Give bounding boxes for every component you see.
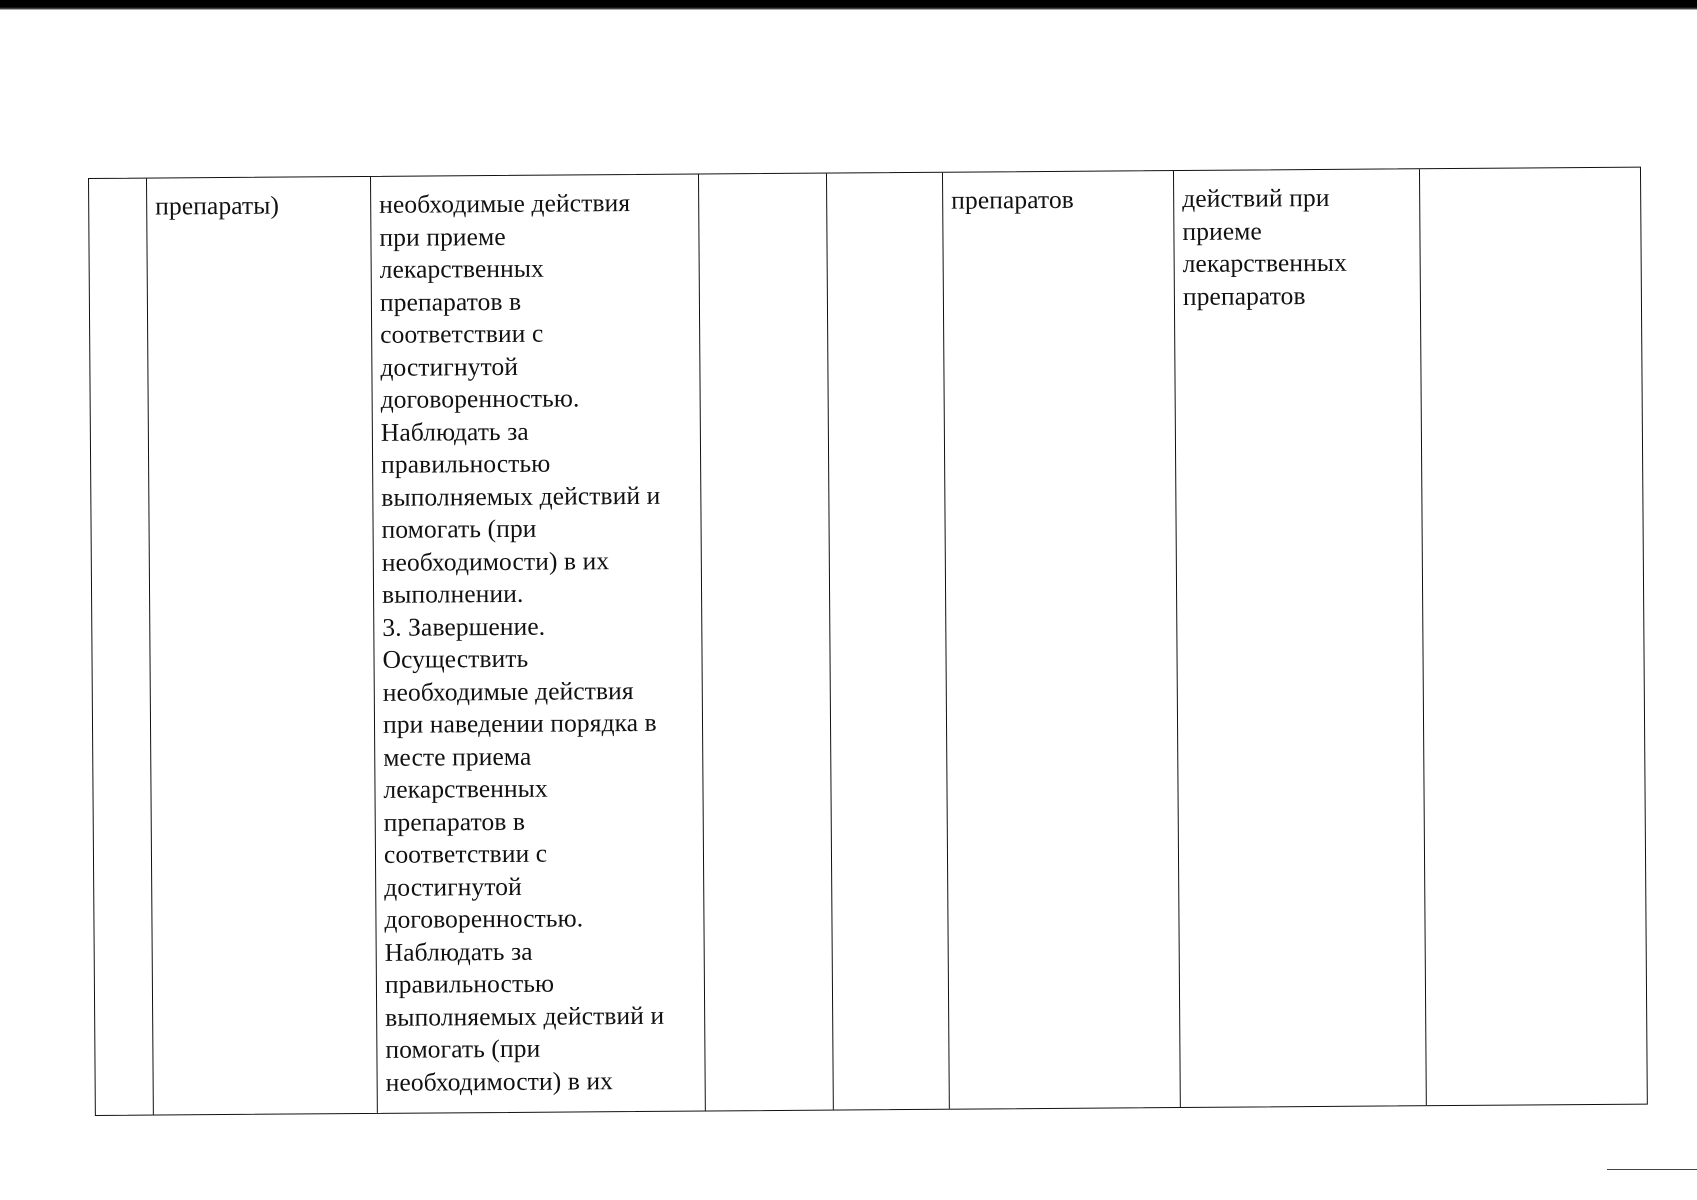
- table-cell-empty-1: [698, 174, 833, 1111]
- cell-text: [835, 185, 936, 186]
- cell-text: необходимые действия при приеме лекарственных препаратов в соответствии с достигнутой договоренностью. Наблюдать за правильностью выполняемых действий и помогать (при необходимости) в их выполнении. 3. Завершение. Осуществить необходимые действия при наведении порядка в месте приема лекарственных препаратов в соответствии с достигнутой договоренностью. Наблюдать за правильностью выполняемых действий и помогать (при необходимости) в их: [379, 188, 665, 1097]
- cell-text: [1428, 180, 1636, 182]
- table-cell-name: [146, 177, 377, 1115]
- table-cell-number: [89, 179, 153, 1115]
- table-cell-actions: [370, 175, 705, 1113]
- procedure-table: [88, 167, 1648, 1116]
- scan-bottom-mark: [1607, 1169, 1697, 1170]
- scan-top-edge: [0, 0, 1697, 10]
- cell-text: [707, 186, 820, 187]
- cell-text: действий при приеме лекарственных препаратов: [1182, 182, 1348, 311]
- table-cell-result: [1173, 169, 1426, 1107]
- cell-text: препараты): [155, 190, 280, 221]
- table-cell-empty-2: [826, 173, 949, 1110]
- table-cell-object: [942, 171, 1180, 1109]
- table-cell-empty-3: [1419, 168, 1649, 1106]
- cell-text: препаратов: [951, 184, 1074, 215]
